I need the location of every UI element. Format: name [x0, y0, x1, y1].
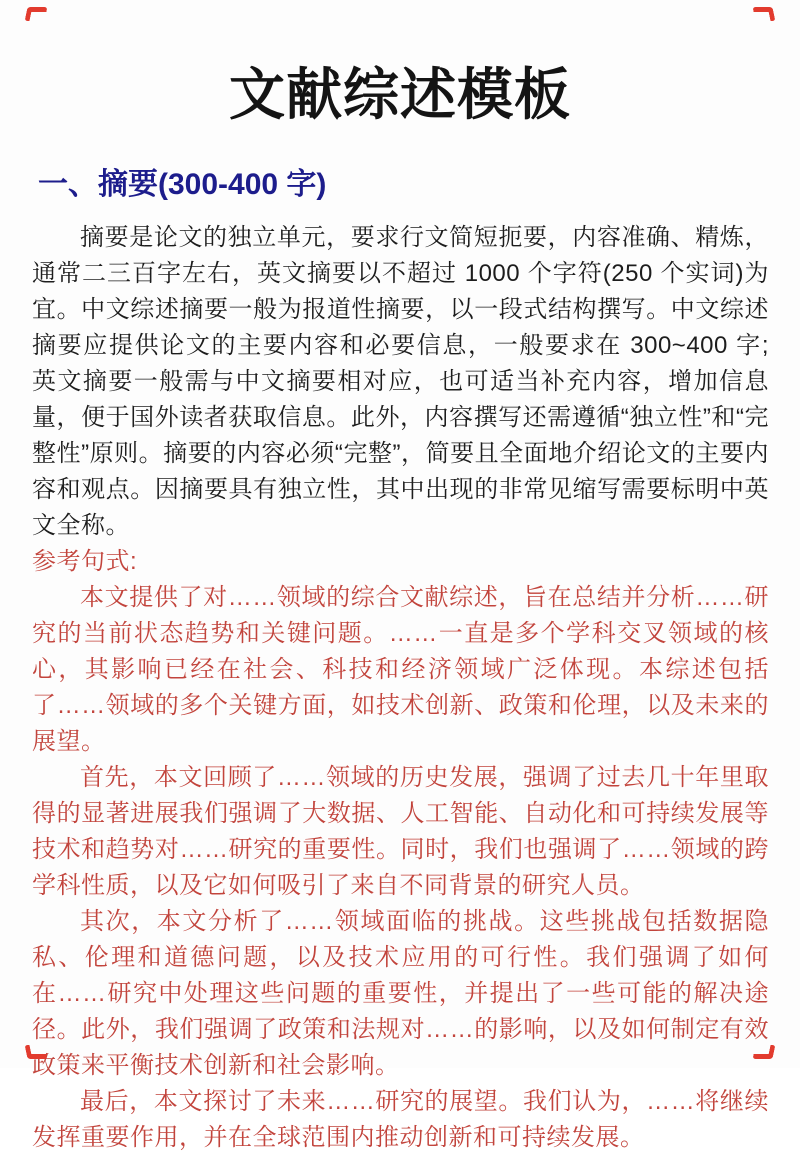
reference-paragraph-first: 首先，本文回顾了……领域的历史发展，强调了过去几十年里取得的显著进展我们强调了大数据、人工智能、自动化和可持续发展等技术和趋势对……研究的重要性。同时，我们也强调了……领域的跨学科性质，以及它如何吸引了来自不同背景的研究人员。: [32, 764, 769, 899]
reference-sentence-label: 参考句式:: [32, 548, 138, 575]
reference-paragraph-last: 最后，本文探讨了未来……研究的展望。我们认为，……将继续发挥重要作用，并在全球范围内推动创新和可持续发展。: [32, 1088, 769, 1151]
reference-paragraph-second: 其次，本文分析了……领域面临的挑战。这些挑战包括数据隐私、伦理和道德问题，以及技术应用的可行性。我们强调了如何在……研究中处理这些问题的重要性，并提出了一些可能的解决途径。此外，我们强调了政策和法规对……的影响，以及如何制定有效政策来平衡技术创新和社会影响。: [32, 908, 769, 1079]
reference-paragraph-overview: 本文提供了对……领域的综合文献综述，旨在总结并分析……研究的当前状态趋势和关键问题。……一直是多个学科交叉领域的核心，其影响已经在社会、科技和经济领域广泛体现。本综述包括了……领域的多个关键方面，如技术创新、政策和伦理，以及未来的展望。: [32, 584, 769, 755]
document-body: [32, 220, 769, 1156]
section-heading-abstract: 一、摘要(300-400 字): [38, 168, 327, 201]
abstract-paragraph: 摘要是论文的独立单元，要求行文简短扼要，内容准确、精炼，通常二三百字左右，英文摘要以不超过 1000 个字符(250 个实词)为宜。中文综述摘要一般为报道性摘要，以一段式结构撰写。中文综述摘要应提供论文的主要内容和必要信息，一般要求在 300~400 字; 英文摘要一般需与中文摘要相对应，也可适当补充内容，增加信息量，便于国外读者获取信息。此外，内容撰写还需遵循“独立性”和“完整性”原则。摘要的内容必须“完整”，简要且全面地介绍论文的主要内容和观点。因摘要具有独立性，其中出现的非常见缩写需要标明中英文全称。: [32, 224, 769, 539]
document-title: 文献综述模板: [229, 63, 571, 126]
